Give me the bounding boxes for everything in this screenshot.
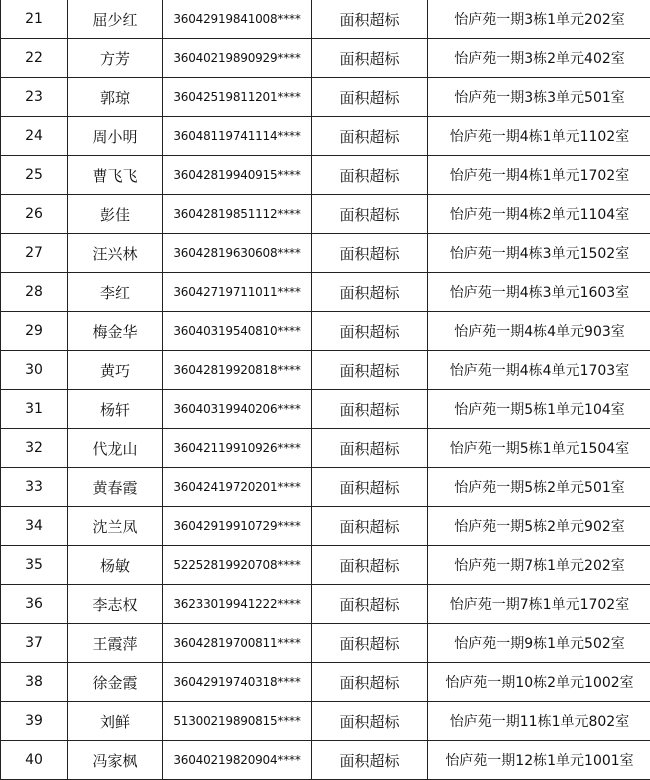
row-number-cell: 31 <box>1 390 68 429</box>
address-cell: 怡庐苑一期7栋1单元1702室 <box>428 585 650 624</box>
address-cell: 怡庐苑一期4栋3单元1603室 <box>428 273 650 312</box>
reason-cell: 面积超标 <box>312 546 428 585</box>
row-number-cell: 25 <box>1 156 68 195</box>
table-row <box>1 156 650 195</box>
table-row <box>1 195 650 234</box>
row-number-cell: 39 <box>1 702 68 741</box>
id-number-cell: 36042919910729**** <box>163 507 312 546</box>
table-row <box>1 117 650 156</box>
applicant-name-cell: 汪兴林 <box>68 234 163 273</box>
table-row <box>1 624 650 663</box>
address-cell: 怡庐苑一期4栋1单元1702室 <box>428 156 650 195</box>
reason-cell: 面积超标 <box>312 195 428 234</box>
applicant-name-cell: 杨敏 <box>68 546 163 585</box>
row-number-cell: 33 <box>1 468 68 507</box>
reason-cell: 面积超标 <box>312 117 428 156</box>
row-number-cell: 23 <box>1 78 68 117</box>
table-row <box>1 468 650 507</box>
table-row <box>1 78 650 117</box>
id-number-cell: 36040319540810**** <box>163 312 312 351</box>
applicant-name-cell: 曹飞飞 <box>68 156 163 195</box>
address-cell: 怡庐苑一期12栋1单元1001室 <box>428 741 650 780</box>
id-number-cell: 36042819940915**** <box>163 156 312 195</box>
address-cell: 怡庐苑一期4栋1单元1102室 <box>428 117 650 156</box>
reason-cell: 面积超标 <box>312 585 428 624</box>
table-row <box>1 546 650 585</box>
table-row <box>1 663 650 702</box>
reason-cell: 面积超标 <box>312 39 428 78</box>
row-number-cell: 35 <box>1 546 68 585</box>
table-row <box>1 741 650 780</box>
id-number-cell: 36042919841008**** <box>163 0 312 39</box>
applicant-name-cell: 冯家枫 <box>68 741 163 780</box>
reason-cell: 面积超标 <box>312 351 428 390</box>
reason-cell: 面积超标 <box>312 429 428 468</box>
reason-cell: 面积超标 <box>312 156 428 195</box>
applicant-name-cell: 李红 <box>68 273 163 312</box>
applicant-name-cell: 李志权 <box>68 585 163 624</box>
id-number-cell: 36042819920818**** <box>163 351 312 390</box>
applicant-name-cell: 徐金霞 <box>68 663 163 702</box>
row-number-cell: 28 <box>1 273 68 312</box>
address-cell: 怡庐苑一期7栋1单元202室 <box>428 546 650 585</box>
reason-cell: 面积超标 <box>312 741 428 780</box>
applicant-name-cell: 黄巧 <box>68 351 163 390</box>
id-number-cell: 36042819630608**** <box>163 234 312 273</box>
id-number-cell: 36040219890929**** <box>163 39 312 78</box>
row-number-cell: 29 <box>1 312 68 351</box>
reason-cell: 面积超标 <box>312 312 428 351</box>
row-number-cell: 30 <box>1 351 68 390</box>
address-cell: 怡庐苑一期5栋1单元1504室 <box>428 429 650 468</box>
address-cell: 怡庐苑一期5栋2单元501室 <box>428 468 650 507</box>
table-row <box>1 702 650 741</box>
address-cell: 怡庐苑一期3栋3单元501室 <box>428 78 650 117</box>
applicant-name-cell: 王霞萍 <box>68 624 163 663</box>
row-number-cell: 37 <box>1 624 68 663</box>
row-number-cell: 38 <box>1 663 68 702</box>
id-number-cell: 36042719711011**** <box>163 273 312 312</box>
applicant-name-cell: 梅金华 <box>68 312 163 351</box>
address-cell: 怡庐苑一期5栋2单元902室 <box>428 507 650 546</box>
id-number-cell: 51300219890815**** <box>163 702 312 741</box>
address-cell: 怡庐苑一期3栋2单元402室 <box>428 39 650 78</box>
reason-cell: 面积超标 <box>312 663 428 702</box>
table-body <box>1 0 650 780</box>
id-number-cell: 52252819920708**** <box>163 546 312 585</box>
id-number-cell: 36040319940206**** <box>163 390 312 429</box>
table-row <box>1 273 650 312</box>
row-number-cell: 32 <box>1 429 68 468</box>
table-row <box>1 234 650 273</box>
id-number-cell: 36042819700811**** <box>163 624 312 663</box>
table-row <box>1 39 650 78</box>
reason-cell: 面积超标 <box>312 507 428 546</box>
reason-cell: 面积超标 <box>312 468 428 507</box>
applicant-name-cell: 方芳 <box>68 39 163 78</box>
id-number-cell: 36042119910926**** <box>163 429 312 468</box>
address-cell: 怡庐苑一期11栋1单元802室 <box>428 702 650 741</box>
applicant-name-cell: 杨轩 <box>68 390 163 429</box>
table-row <box>1 390 650 429</box>
table-row <box>1 507 650 546</box>
applicant-name-cell: 代龙山 <box>68 429 163 468</box>
id-number-cell: 36042819851112**** <box>163 195 312 234</box>
address-cell: 怡庐苑一期4栋4单元903室 <box>428 312 650 351</box>
id-number-cell: 36040219820904**** <box>163 741 312 780</box>
row-number-cell: 21 <box>1 0 68 39</box>
id-number-cell: 36048119741114**** <box>163 117 312 156</box>
applicant-name-cell: 刘鲜 <box>68 702 163 741</box>
table-row <box>1 585 650 624</box>
id-number-cell: 36042919740318**** <box>163 663 312 702</box>
row-number-cell: 27 <box>1 234 68 273</box>
reason-cell: 面积超标 <box>312 273 428 312</box>
applicant-name-cell: 周小明 <box>68 117 163 156</box>
reason-cell: 面积超标 <box>312 624 428 663</box>
address-cell: 怡庐苑一期10栋2单元1002室 <box>428 663 650 702</box>
applicant-name-cell: 黄春霞 <box>68 468 163 507</box>
address-cell: 怡庐苑一期5栋1单元104室 <box>428 390 650 429</box>
row-number-cell: 22 <box>1 39 68 78</box>
address-cell: 怡庐苑一期4栋2单元1104室 <box>428 195 650 234</box>
row-number-cell: 24 <box>1 117 68 156</box>
reason-cell: 面积超标 <box>312 234 428 273</box>
table-row <box>1 429 650 468</box>
row-number-cell: 34 <box>1 507 68 546</box>
id-number-cell: 36233019941222**** <box>163 585 312 624</box>
reason-cell: 面积超标 <box>312 78 428 117</box>
row-number-cell: 36 <box>1 585 68 624</box>
reason-cell: 面积超标 <box>312 0 428 39</box>
reason-cell: 面积超标 <box>312 702 428 741</box>
applicant-name-cell: 郭琼 <box>68 78 163 117</box>
applicant-name-cell: 屈少红 <box>68 0 163 39</box>
applicant-name-cell: 沈兰凤 <box>68 507 163 546</box>
address-cell: 怡庐苑一期9栋1单元502室 <box>428 624 650 663</box>
address-cell: 怡庐苑一期3栋1单元202室 <box>428 0 650 39</box>
address-cell: 怡庐苑一期4栋4单元1703室 <box>428 351 650 390</box>
table-row <box>1 0 650 39</box>
applicant-name-cell: 彭佳 <box>68 195 163 234</box>
table-row <box>1 351 650 390</box>
table-row <box>1 312 650 351</box>
row-number-cell: 26 <box>1 195 68 234</box>
row-number-cell: 40 <box>1 741 68 780</box>
id-number-cell: 36042519811201**** <box>163 78 312 117</box>
address-cell: 怡庐苑一期4栋3单元1502室 <box>428 234 650 273</box>
reason-cell: 面积超标 <box>312 390 428 429</box>
id-number-cell: 36042419720201**** <box>163 468 312 507</box>
